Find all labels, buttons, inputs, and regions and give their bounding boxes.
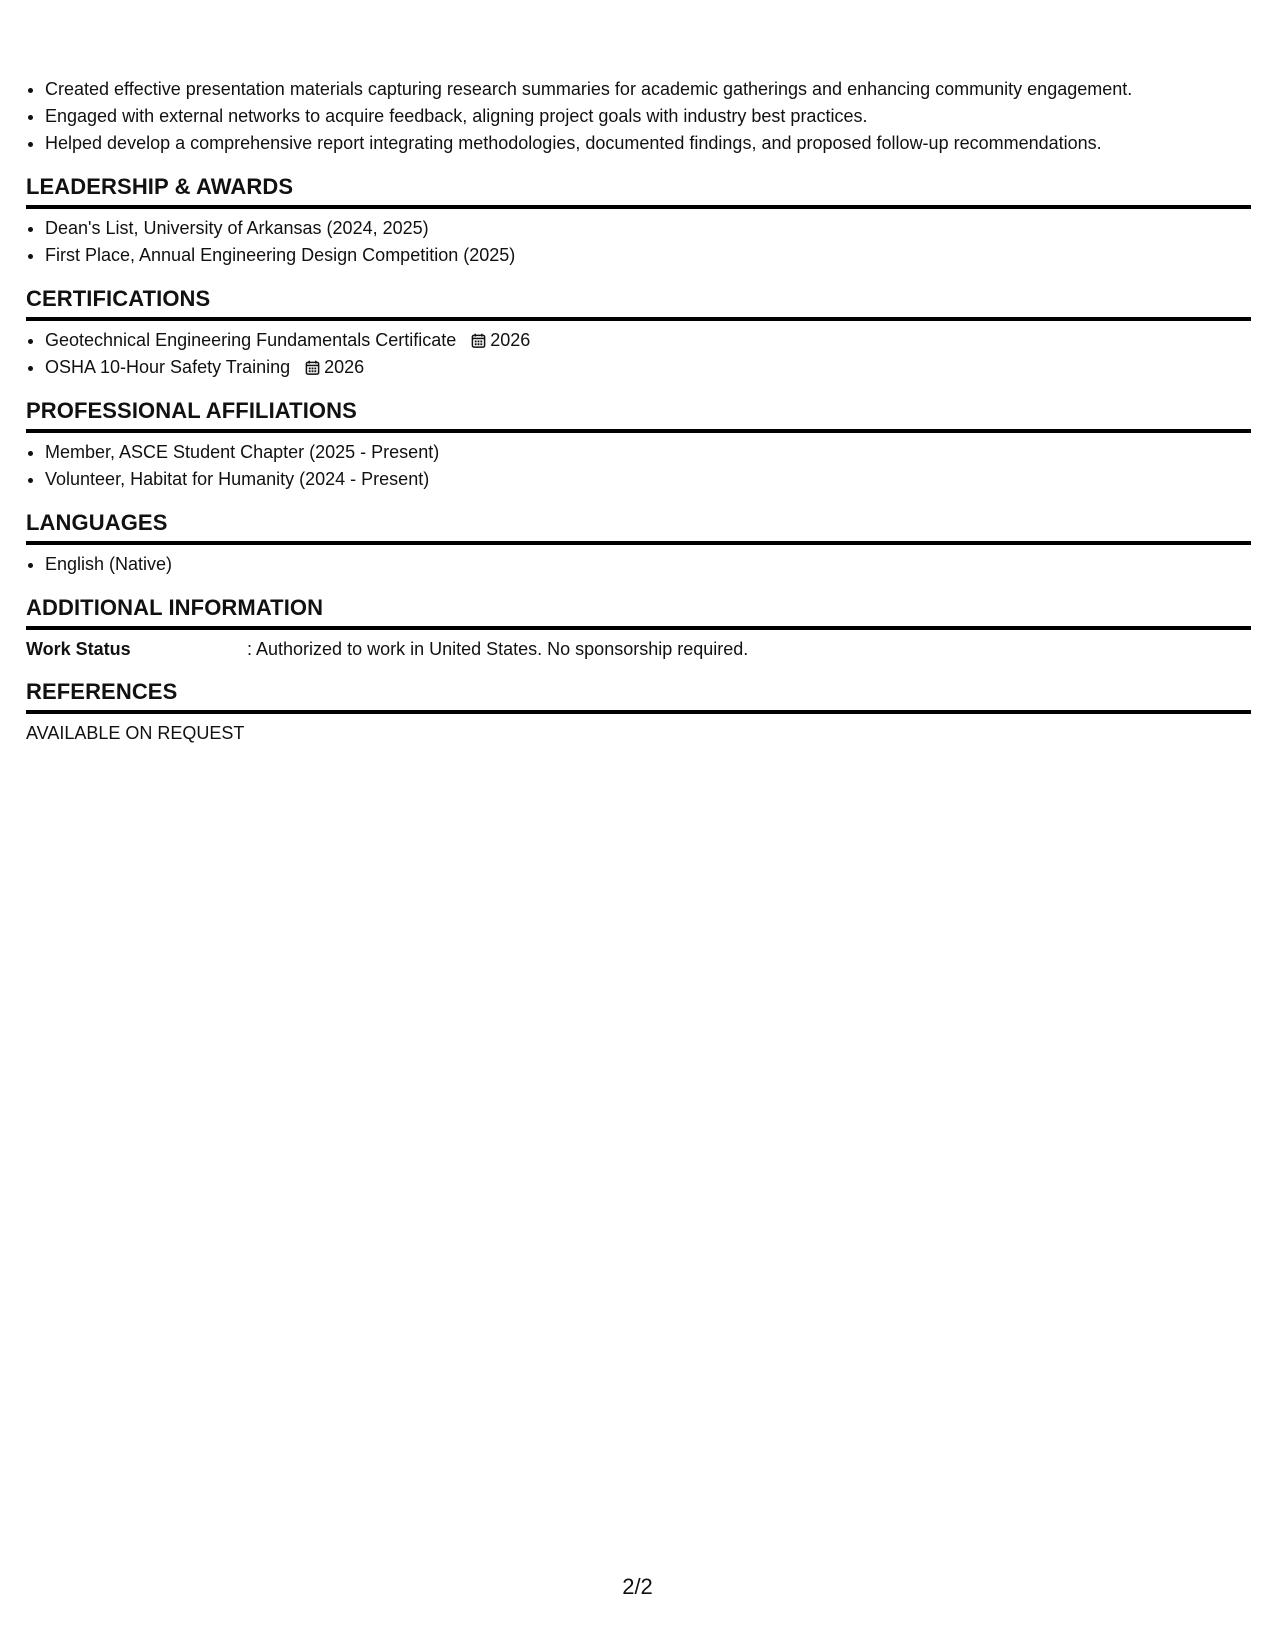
certifications-section bbox=[26, 285, 1251, 381]
section-title: LEADERSHIP & AWARDS bbox=[26, 173, 1251, 209]
page-number: 2/2 bbox=[622, 1574, 653, 1599]
list-item: • Dean's List, University of Arkansas (2024, 2025) bbox=[45, 215, 1251, 242]
certification-year: 2026 bbox=[324, 357, 365, 377]
list-item: • English (Native) bbox=[45, 551, 1251, 578]
affiliations-section bbox=[26, 397, 1251, 493]
work-status-row bbox=[26, 636, 1251, 662]
section-title: LANGUAGES bbox=[26, 509, 1251, 545]
certification-name: OSHA 10-Hour Safety Training bbox=[45, 357, 291, 377]
list-item: • Engaged with external networks to acquire feedback, aligning project goals with industry best practices. bbox=[45, 103, 1251, 130]
section-title: PROFESSIONAL AFFILIATIONS bbox=[26, 397, 1251, 433]
list-item: • Helped develop a comprehensive report integrating methodologies, documented findings, and proposed follow-up recommendations. bbox=[45, 130, 1251, 157]
list-item: • Created effective presentation materials capturing research summaries for academic gatherings and enhancing community engagement. bbox=[45, 76, 1251, 103]
references-section bbox=[26, 678, 1251, 746]
list-item: • Volunteer, Habitat for Humanity (2024 - Present) bbox=[45, 466, 1251, 493]
list-item bbox=[45, 354, 1251, 381]
section-title: ADDITIONAL INFORMATION bbox=[26, 594, 1251, 630]
references-text: AVAILABLE ON REQUEST bbox=[26, 723, 245, 743]
calendar-icon bbox=[305, 360, 320, 375]
list-item: • First Place, Annual Engineering Design Competition (2025) bbox=[45, 242, 1251, 269]
list-item: • Member, ASCE Student Chapter (2025 - Present) bbox=[45, 439, 1251, 466]
section-title: REFERENCES bbox=[26, 678, 1251, 714]
experience-bullets bbox=[26, 76, 1251, 157]
section-title: CERTIFICATIONS bbox=[26, 285, 1251, 321]
calendar-icon bbox=[471, 333, 486, 348]
work-status-value: : Authorized to work in United States. No sponsorship required. bbox=[247, 639, 749, 659]
certification-name: Geotechnical Engineering Fundamentals Certificate bbox=[45, 330, 457, 350]
leadership-section bbox=[26, 173, 1251, 269]
list-item bbox=[45, 327, 1251, 354]
work-status-label: Work Status bbox=[26, 639, 131, 659]
certification-year: 2026 bbox=[490, 330, 531, 350]
languages-section bbox=[26, 509, 1251, 578]
additional-info-section bbox=[26, 594, 1251, 662]
resume-page bbox=[26, 76, 1251, 746]
